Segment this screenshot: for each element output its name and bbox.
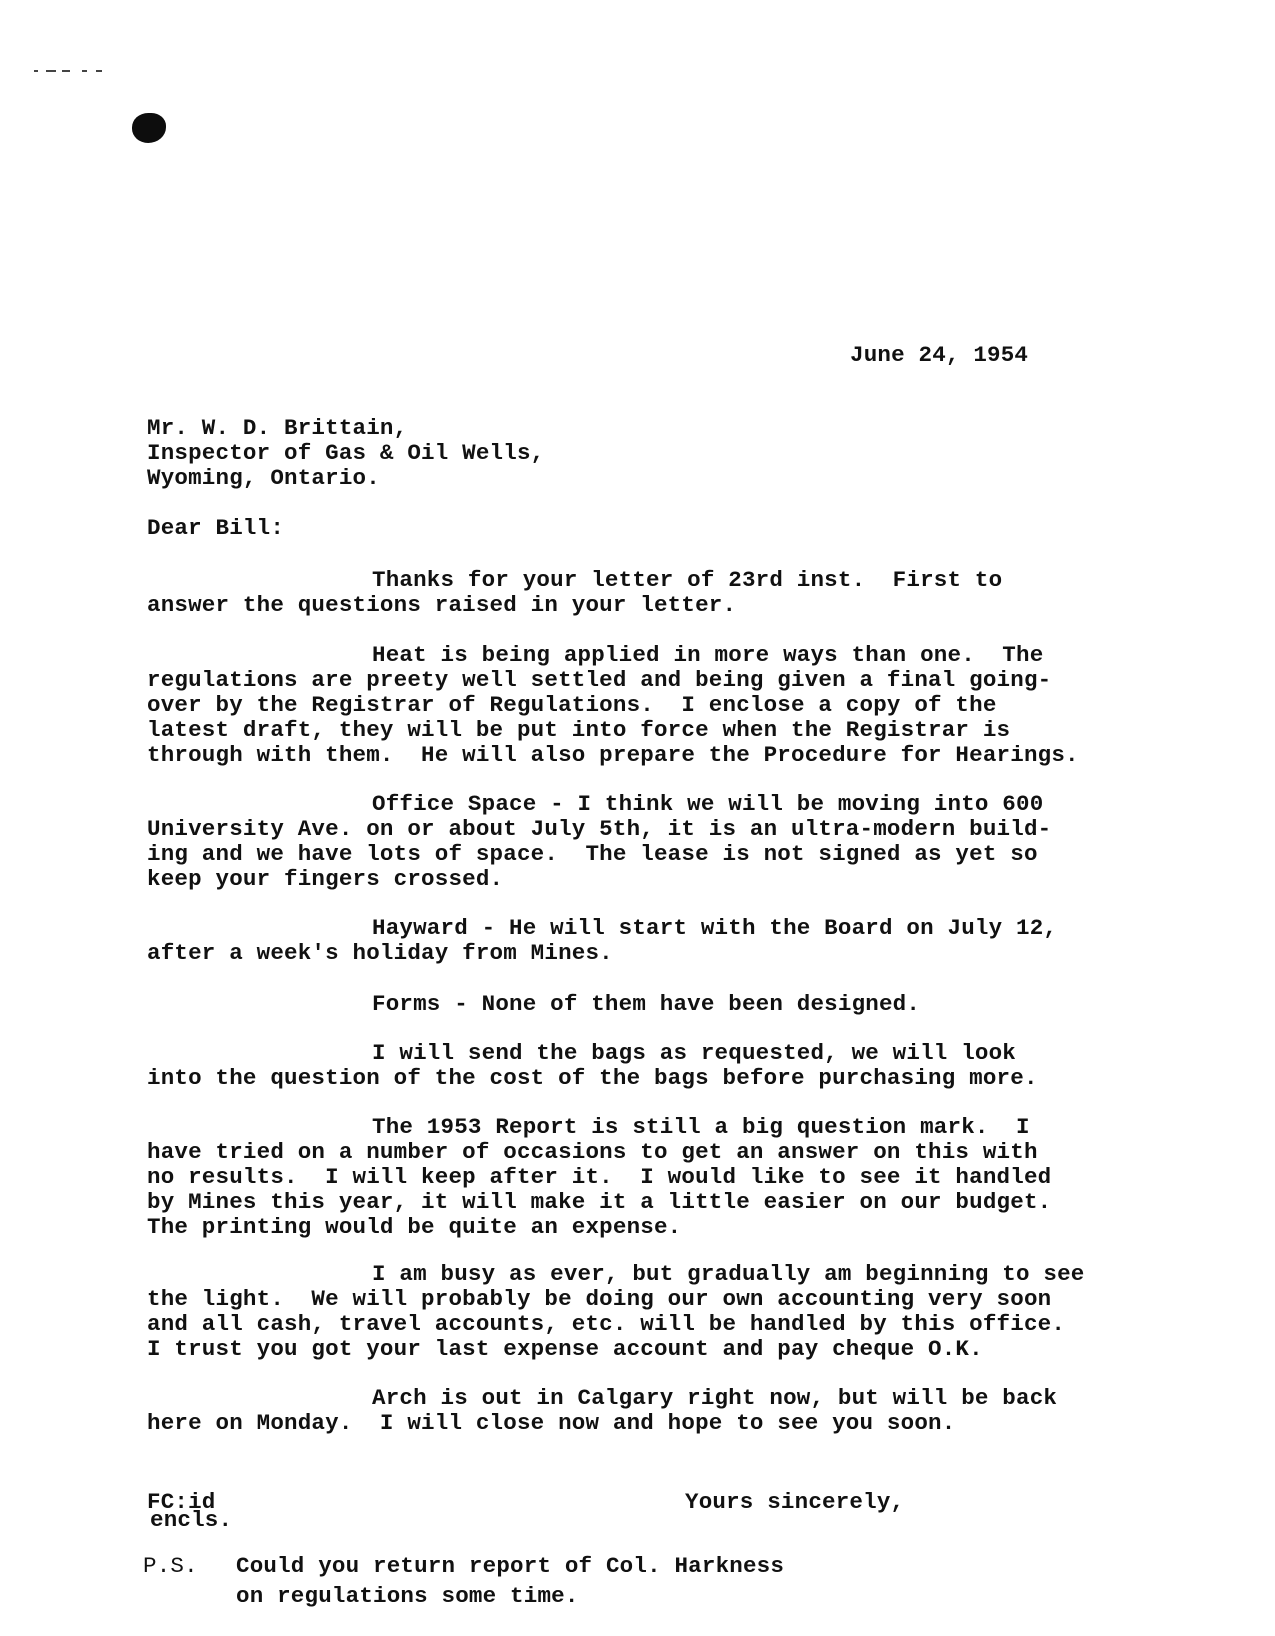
ink-blot [132, 113, 166, 143]
paragraph-line: I trust you got your last expense account and pay cheque O.K. [147, 1336, 983, 1362]
paragraph-line: Hayward - He will start with the Board on July 12, [372, 915, 1058, 941]
paragraph-line: regulations are preety well settled and being given a final going- [147, 667, 1052, 693]
paragraph-line: the light. We will probably be doing our own accounting very soon [147, 1286, 1052, 1312]
paragraph-line: Forms - None of them have been designed. [372, 991, 921, 1017]
paragraph-line: I will send the bags as requested, we will look [372, 1040, 1017, 1066]
recipient-location: Wyoming, Ontario. [147, 465, 380, 491]
paragraph-arch [147, 1386, 1167, 1436]
recipient-title: Inspector of Gas & Oil Wells, [147, 440, 545, 466]
paragraph-line: I am busy as ever, but gradually am beginning to see [372, 1261, 1085, 1287]
paragraph-line: into the question of the cost of the bags before purchasing more. [147, 1065, 1038, 1091]
salutation: Dear Bill: [147, 515, 285, 541]
paragraph-bags [147, 1041, 1167, 1091]
paragraph-line: keep your fingers crossed. [147, 866, 504, 892]
paragraph-line: here on Monday. I will close now and hope to see you soon. [147, 1410, 956, 1436]
paragraph-line: through with them. He will also prepare the Procedure for Hearings. [147, 742, 1079, 768]
paragraph-1953-report [147, 1115, 1167, 1240]
ink-speck [46, 70, 56, 72]
paragraph-line: Heat is being applied in more ways than one. The [372, 642, 1044, 668]
paragraph-line: have tried on a number of occasions to get an answer on this with [147, 1139, 1038, 1165]
paragraph-line: University Ave. on or about July 5th, it is an ultra-modern build- [147, 816, 1052, 842]
paragraph-line: Office Space - I think we will be moving into 600 [372, 791, 1044, 817]
paragraph-thanks [147, 568, 1167, 618]
paragraph-line: Arch is out in Calgary right now, but will be back [372, 1385, 1058, 1411]
paragraph-line: latest draft, they will be put into force when the Registrar is [147, 717, 1011, 743]
paragraph-line: ing and we have lots of space. The lease is not signed as yet so [147, 841, 1038, 867]
recipient-name: Mr. W. D. Brittain, [147, 415, 408, 441]
paragraph-forms [147, 992, 1167, 1017]
paragraph-hayward [147, 916, 1167, 966]
ink-specks [34, 68, 106, 76]
paragraph-busy [147, 1262, 1167, 1362]
ink-speck [96, 70, 102, 72]
paragraph-line: no results. I will keep after it. I would like to see it handled [147, 1164, 1052, 1190]
postscript-line: Could you return report of Col. Harkness [236, 1553, 785, 1579]
paragraph-line: answer the questions raised in your letter. [147, 592, 737, 618]
reference-initials: FC:id [147, 1489, 216, 1515]
closing: Yours sincerely, [685, 1489, 905, 1515]
paragraph-office-space [147, 792, 1167, 892]
ink-speck [62, 70, 70, 72]
paragraph-regulations [147, 643, 1167, 768]
paragraph-line: and all cash, travel accounts, etc. will be handled by this office. [147, 1311, 1066, 1337]
paragraph-line: by Mines this year, it will make it a little easier on our budget. [147, 1189, 1052, 1215]
ink-speck [34, 70, 38, 72]
paragraph-line: The 1953 Report is still a big question mark. I [372, 1114, 1030, 1140]
paragraph-line: Thanks for your letter of 23rd inst. First to [372, 567, 1003, 593]
paragraph-line: after a week's holiday from Mines. [147, 940, 613, 966]
letter-date: June 24, 1954 [850, 342, 1029, 368]
paragraph-line: The printing would be quite an expense. [147, 1214, 682, 1240]
postscript-line: on regulations some time. [236, 1583, 579, 1609]
postscript-label: P.S. [143, 1553, 198, 1579]
ink-speck [82, 70, 87, 72]
enclosures-note: encls. [150, 1507, 233, 1533]
paragraph-line: over by the Registrar of Regulations. I enclose a copy of the [147, 692, 997, 718]
